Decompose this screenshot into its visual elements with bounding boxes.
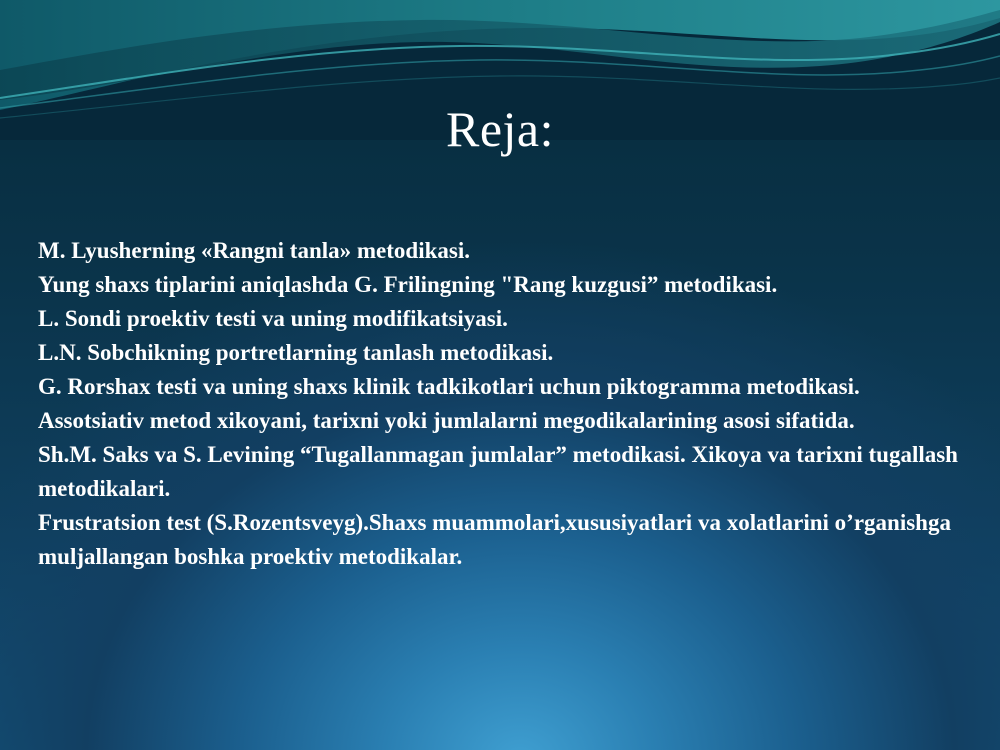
list-item: L.N. Sobchikning portretlarning tanlash metodikasi.: [38, 340, 554, 365]
list-item: G. Rorshax testi va uning shaxs klinik tadkikotlari uchun piktogramma metodikasi.: [38, 374, 860, 399]
list-item: Assotsiativ metod xikoyani, tarixni yoki jumlalarni megodikalarining asosi sifatida.: [38, 408, 855, 433]
list-item: M. Lyusherning «Rangni tanla» metodikasi.: [38, 238, 470, 263]
slide-title: Reja:: [445, 101, 555, 157]
list-item: Yung shaxs tiplarini aniqlashda G. Frilingning "Rang kuzgusi” metodikasi.: [38, 272, 778, 297]
plan-list: [38, 234, 968, 574]
list-item: L. Sondi proektiv testi va uning modifikatsiyasi.: [38, 306, 508, 331]
list-item: Frustratsion test (S.Rozentsveyg).Shaxs muammolari,xususiyatlari va xolatlarini o’rganishga muljallangan boshka proektiv metodikalar.: [38, 510, 951, 569]
list-item: Sh.M. Saks va S. Levining “Tugallanmagan jumlalar” metodikasi. Xikoya va tarixni tugallash metodikalari.: [38, 442, 958, 501]
